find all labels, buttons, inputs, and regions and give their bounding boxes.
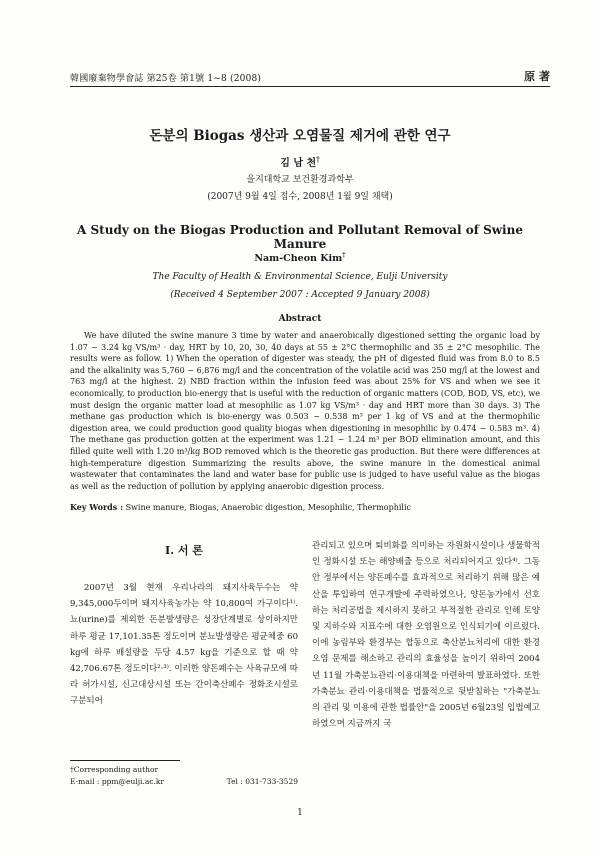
keywords (70, 502, 540, 512)
article-type-badge: 原 著 (524, 70, 550, 83)
journal-citation: 韓國廢棄物學會誌 第25卷 第1號 1~8 (2008) (70, 74, 262, 84)
english-author-mark: † (342, 250, 346, 259)
section-title: I. 서 론 (165, 544, 203, 557)
keywords-text: Swine manure, Biogas, Anaerobic digestion, Mesophilic, Thermophilic (123, 503, 412, 512)
korean-author-name: 김 남 천 (280, 158, 317, 169)
body-left-column: 2007년 3월 현재 우리나라의 돼지사육두수는 약 9,345,000두이며 돼지사육농가는 약 10,800여 가구이다¹⁾. 뇨(urine)를 제외한 돈분발생량은 성장단계별로 상이하지만 하루 평균 17,101.35톤 정도이며 분뇨발생량은 평균체중 60 kg에 하루 배설량을 두당 4.57 kg을 기준으로 할 때 약 42,706.67톤 정도이다²·³⁾. 이러한 양돈폐수는 사육규모에 따라 허가시설, 신고대상시설 또는 간이축산폐수 정화조시설로 구분되어 (70, 583, 298, 707)
running-header (70, 68, 550, 84)
footnote-contact (70, 777, 298, 786)
korean-title: 돈분의 Biogas 생산과 오염물질 제거에 관한 연구 (149, 128, 451, 144)
footnote-rule (70, 760, 180, 761)
korean-author (60, 154, 540, 169)
english-dates: (Received 4 September 2007 : Accepted 9 January 2008) (170, 290, 430, 300)
footnote-corresponding: †Corresponding author (70, 765, 159, 774)
footnote-tel: Tel : 031-733-3529 (226, 777, 298, 786)
korean-author-mark: † (316, 154, 320, 164)
abstract-heading: Abstract (278, 314, 322, 324)
english-author (60, 250, 540, 264)
header-rule (70, 86, 550, 87)
footnote-email: E-mail : ppm@eulji.ac.kr (70, 777, 164, 786)
english-title: A Study on the Biogas Production and Pollutant Removal of Swine Manure (77, 223, 523, 251)
page-number: 1 (297, 808, 303, 818)
keywords-label: Key Words : (70, 502, 124, 512)
english-affiliation: The Faculty of Health & Environmental Science, Eulji University (152, 272, 448, 282)
body-right-column: 관리되고 있으며 퇴비화를 의미하는 자원화시설이나 생물학적인 정화시설 또는 해양배출 등으로 처리되어지고 있다⁴⁾. 그동안 정부에서는 양돈폐수를 효과적으로 처리하기 위해 많은 예산을 투입하여 연구개발에 주력하였으나, 양돈농가에서 선호하는 처리공법을 제시하지 못하고 부적절한 관리로 인해 토양 및 지하수와 지표수에 대한 오염원으로 인식되기에 이르렀다. 이에 농림부와 환경부는 합동으로 축산분뇨처리에 대한 환경오염 문제를 해소하고 관리의 효율성을 높이기 위하여 2004년 11월 가축분뇨관리·이용대책을 마련하여 발표하였다. 또한 가축분뇨 관리·이용대책을 법률적으로 뒷받침하는 "가축분뇨의 관리 및 이용에 관한 법률안"을 2005년 6월23일 입법예고하였으며 지금까지 국 (312, 541, 540, 730)
korean-dates: (2007년 9월 4일 접수, 2008년 1월 9일 채택) (207, 192, 393, 202)
abstract-text: We have diluted the swine manure 3 time by water and anaerobically digestioned setting the organic load by 1.07 ~ 3.24 kg VS/m³ · day, HRT by 10, 20, 30, 40 days at 55 ± 2°C thermophilic and 35 ± 2°C mesophilic. The results were as follow. 1) When the operation of digester was steady, the pH of digested fluid was from 8.0 to 8.5 and the alkalinity was 5,760 ~ 6,876 mg/l and the concentration of the volatile acid was 250 mg/l at the lowest and 763 mg/l at the highest. 2) NBD fraction within the infusion feed was about 25% for VS and when we see it economically, to production bio-energy that is useful with the reduction of organic matters (COD, BOD, VS, etc), we must design the organic matter load at mesophilic as 1.07 kg VS/m³ · day and HRT more than 30 days. 3) The methane gas production which is bio-energy was 0.503 ~ 0.538 m³ per 1 kg of VS and at the thermophilic digestion area, we could production good quality biogas when digestioning in mesophilic by 0.474 ~ 0.583 m³. 4) The methane gas production gotten at the experiment was 1.21 ~ 1.24 m³ per BOD elimination amount, and this filled quite well with 1.20 m³/kg BOD removed which is the theoretic gas production. But there were differences at high-temperature digestion Summarizing the results above, the swine manure in the domestical animal wastewater that contaminates the land and water base for public use is judged to have useful value as the biogas as well as the reduction of pollution by applying anaerobic digestion process. (70, 331, 540, 491)
korean-affiliation: 을지대학교 보건환경과학부 (246, 175, 354, 185)
english-author-name: Nam-Cheon Kim (254, 253, 343, 264)
